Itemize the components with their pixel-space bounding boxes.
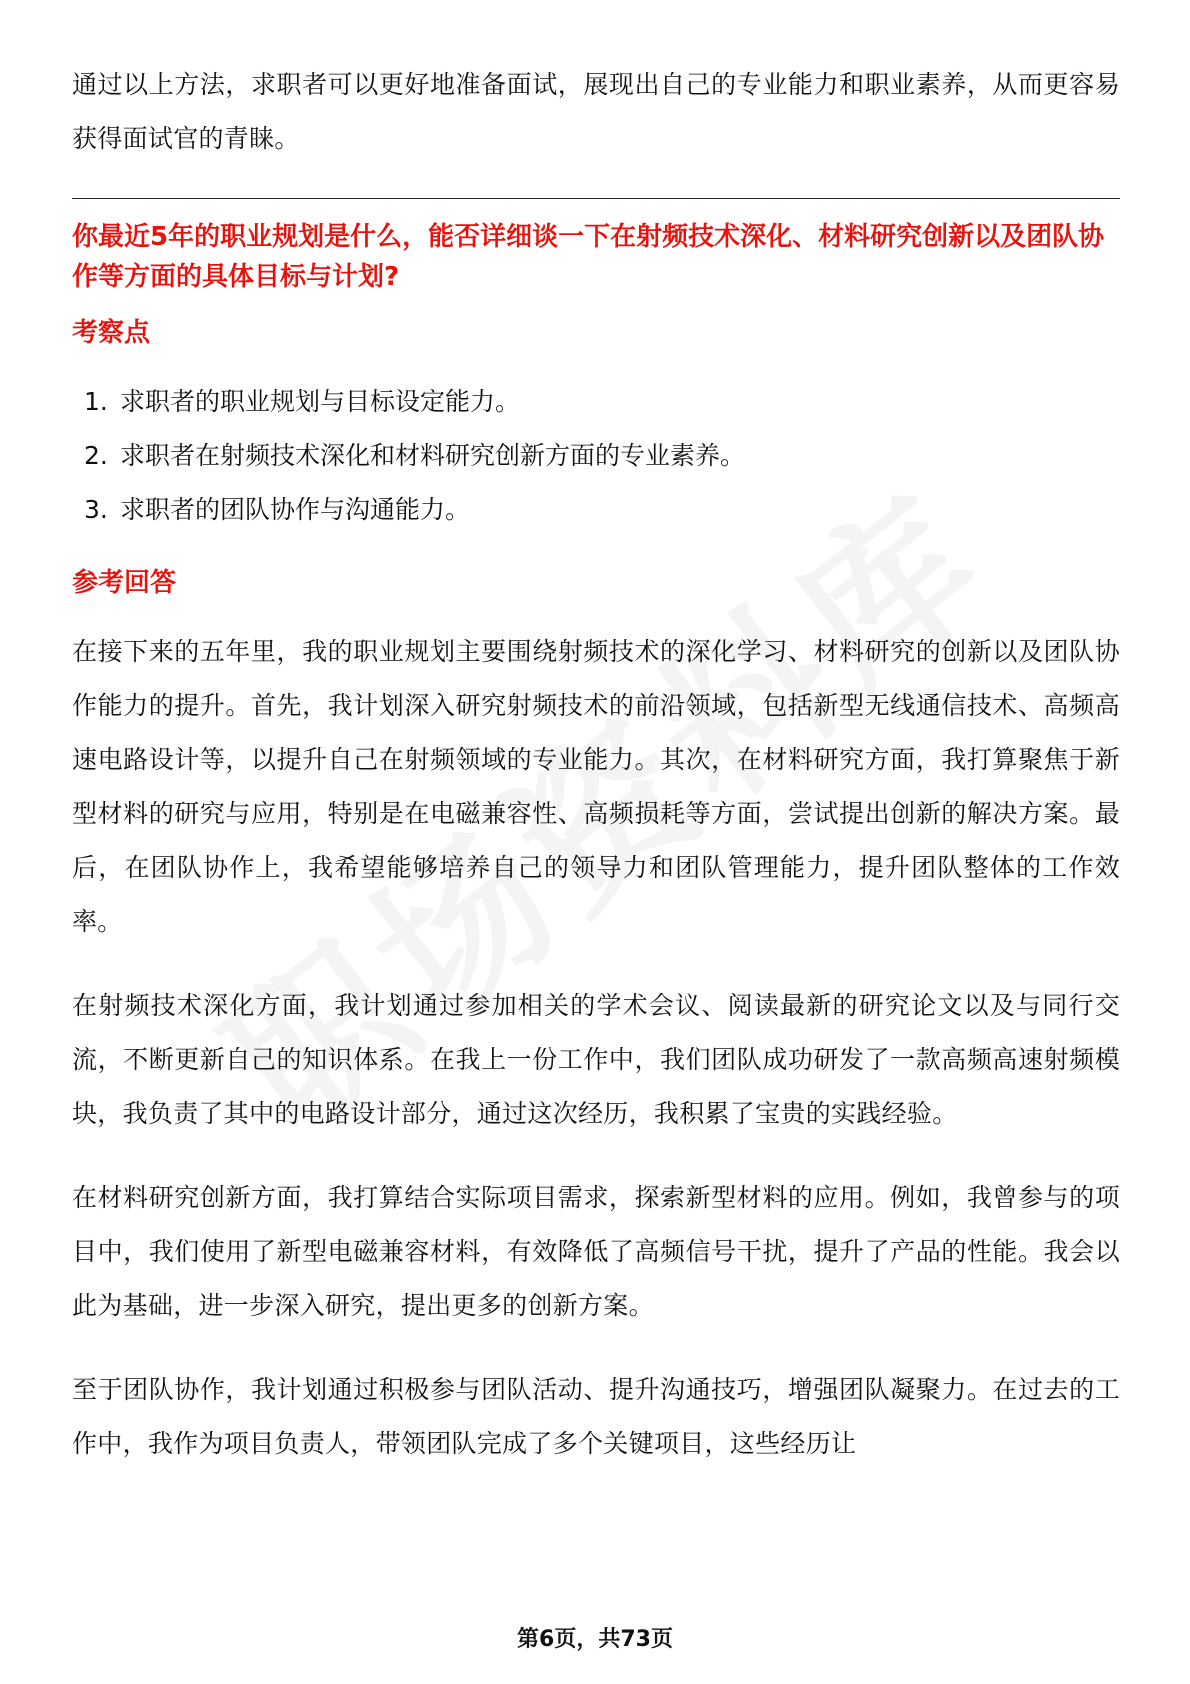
assessment-list <box>72 375 1120 537</box>
assessment-item <box>72 375 1120 429</box>
assessment-item-text: 求职者的团队协作与沟通能力。 <box>120 495 471 524</box>
assessment-item <box>72 483 1120 537</box>
section-divider <box>72 198 1120 199</box>
page-number-footer: 第6页，共73页 <box>517 1627 673 1652</box>
assessment-item-text: 求职者在射频技术深化和材料研究创新方面的专业素养。 <box>120 441 746 470</box>
assessment-item-text: 求职者的职业规划与目标设定能力。 <box>120 387 521 416</box>
answer-paragraph: 在射频技术深化方面，我计划通过参加相关的学术会议、阅读最新的研究论文以及与同行交流，不断更新自己的知识体系。在我上一份工作中，我们团队成功研发了一款高频高速射频模块，我负责了其中的电路设计部分，通过这次经历，我积累了宝贵的实践经验。 <box>72 991 1120 1128</box>
assessment-heading: 考察点 <box>72 318 151 348</box>
intro-paragraph: 通过以上方法，求职者可以更好地准备面试，展现出自己的专业能力和职业素养，从而更容易获得面试官的青睐。 <box>72 70 1120 153</box>
assessment-item-number: 2. <box>84 441 108 470</box>
assessment-item-number: 1. <box>84 387 108 416</box>
answer-heading: 参考回答 <box>72 568 177 598</box>
interview-question: 你最近5年的职业规划是什么，能否详细谈一下在射频技术深化、材料研究创新以及团队协作等方面的具体目标与计划? <box>72 222 1105 292</box>
answer-paragraph: 至于团队协作，我计划通过积极参与团队活动、提升沟通技巧，增强团队凝聚力。在过去的工作中，我作为项目负责人，带领团队完成了多个关键项目，这些经历让 <box>72 1375 1120 1458</box>
answer-paragraph: 在材料研究创新方面，我打算结合实际项目需求，探索新型材料的应用。例如，我曾参与的项目中，我们使用了新型电磁兼容材料，有效降低了高频信号干扰，提升了产品的性能。我会以此为基础，进一步深入研究，提出更多的创新方案。 <box>72 1183 1120 1320</box>
answer-paragraph: 在接下来的五年里，我的职业规划主要围绕射频技术的深化学习、材料研究的创新以及团队协作能力的提升。首先，我计划深入研究射频技术的前沿领域，包括新型无线通信技术、高频高速电路设计等，以提升自己在射频领域的专业能力。其次，在材料研究方面，我打算聚焦于新型材料的研究与应用，特别是在电磁兼容性、高频损耗等方面，尝试提出创新的解决方案。最后，在团队协作上，我希望能够培养自己的领导力和团队管理能力，提升团队整体的工作效率。 <box>72 637 1120 936</box>
assessment-item <box>72 429 1120 483</box>
assessment-item-number: 3. <box>84 495 108 524</box>
page-content <box>72 58 1120 1501</box>
